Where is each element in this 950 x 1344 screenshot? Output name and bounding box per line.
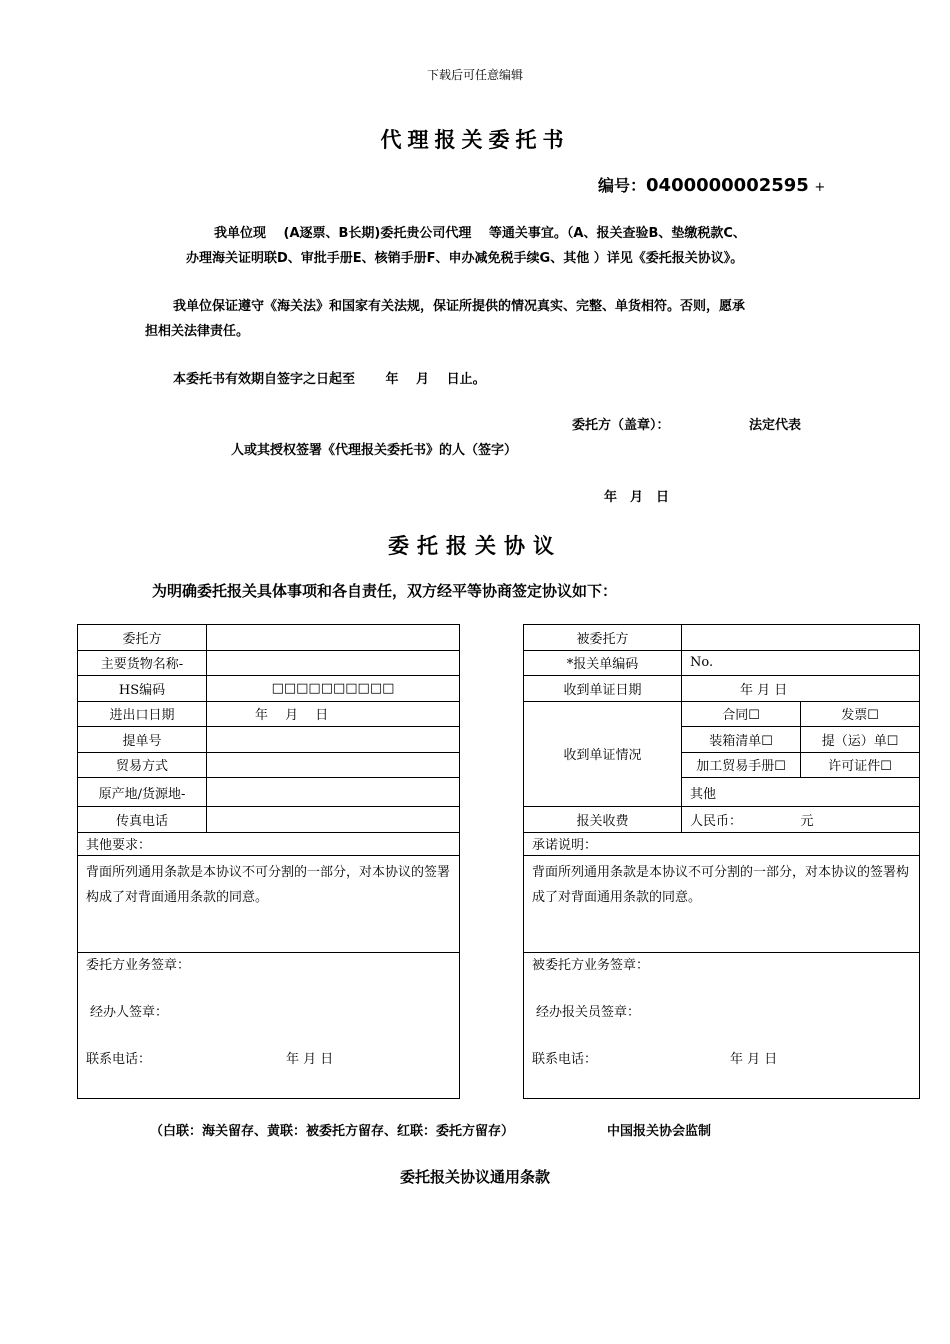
phone-label: 联系电话： bbox=[532, 1051, 598, 1067]
paragraph-1-line-2: 办理海关证明联D、审批手册E、核销手册F、申办减免税手续G、其他 ）详见《委托报关协议》。 bbox=[186, 251, 744, 266]
table-row bbox=[524, 701, 920, 727]
table-row bbox=[78, 807, 460, 833]
serial-label: 编号： bbox=[598, 176, 647, 195]
field-value[interactable] bbox=[207, 625, 460, 651]
field-value[interactable]: No. bbox=[682, 650, 920, 676]
broker-seal-label: 经办报关员签章： bbox=[536, 1004, 641, 1020]
table-row bbox=[78, 676, 460, 702]
field-value[interactable] bbox=[207, 752, 460, 778]
agreement-title: 委托报关协议 bbox=[388, 534, 562, 558]
agent-table bbox=[523, 624, 920, 1099]
fee-value[interactable]: 人民币： 元 bbox=[682, 807, 920, 833]
table-row bbox=[78, 727, 460, 753]
table-row bbox=[78, 855, 460, 952]
promise-label: 承诺说明： bbox=[524, 832, 920, 855]
hs-code-boxes[interactable]: □□□□□□□□□□ bbox=[207, 676, 460, 702]
doc-other[interactable]: 其他 bbox=[682, 778, 920, 807]
copies-note: （白联：海关留存、黄联：被委托方留存、红联：委托方留存） bbox=[150, 1124, 515, 1139]
field-label: HS编码 bbox=[78, 676, 207, 702]
field-value[interactable]: 年 月 日 bbox=[682, 676, 920, 702]
table-row bbox=[78, 625, 460, 651]
terms-text: 背面所列通用条款是本协议不可分割的一部分，对本协议的签署构成了对背面通用条款的同意。 bbox=[524, 855, 920, 952]
doc-contract-checkbox[interactable]: 合同☐ bbox=[682, 701, 801, 727]
table-row bbox=[524, 855, 920, 952]
table-row bbox=[78, 778, 460, 807]
field-value[interactable] bbox=[207, 727, 460, 753]
business-seal-label: 被委托方业务签章： bbox=[532, 957, 650, 973]
handler-seal-label: 经办人签章： bbox=[90, 1004, 169, 1020]
agreement-intro: 为明确委托报关具体事项和各自责任，双方经平等协商签定协议如下： bbox=[152, 582, 618, 600]
business-seal-label: 委托方业务签章： bbox=[86, 957, 191, 973]
table-row bbox=[78, 952, 460, 1098]
table-row bbox=[78, 832, 460, 855]
table-row bbox=[524, 676, 920, 702]
field-label: 委托方 bbox=[78, 625, 207, 651]
field-value[interactable] bbox=[207, 778, 460, 807]
field-label: 收到单证日期 bbox=[524, 676, 682, 702]
entrustor-seal-label: 委托方（盖章）： bbox=[572, 418, 670, 433]
table-row bbox=[78, 701, 460, 727]
table-row bbox=[524, 625, 920, 651]
paragraph-3: 本委托书有效期自签字之日起至 年 月 日止。 bbox=[173, 372, 486, 387]
doc-invoice-checkbox[interactable]: 发票☐ bbox=[801, 701, 920, 727]
legal-rep-label: 法定代表 bbox=[749, 418, 802, 433]
supervision-note: 中国报关协会监制 bbox=[607, 1124, 712, 1139]
table-row bbox=[524, 807, 920, 833]
field-label: 贸易方式 bbox=[78, 752, 207, 778]
agent-sign-block bbox=[524, 952, 920, 1098]
serial-value: 0400000002595 bbox=[646, 175, 809, 196]
table-row bbox=[524, 832, 920, 855]
field-label: 传真电话 bbox=[78, 807, 207, 833]
table-row bbox=[78, 752, 460, 778]
table-row bbox=[524, 650, 920, 676]
paragraph-2-line-2: 担相关法律责任。 bbox=[145, 324, 250, 339]
field-label: 主要货物名称- bbox=[78, 650, 207, 676]
fee-label: 报关收费 bbox=[524, 807, 682, 833]
paragraph-2-line-1: 我单位保证遵守《海关法》和国家有关法规，保证所提供的情况真实、完整、单货相符。否则，愿承 bbox=[173, 299, 746, 314]
general-terms-title: 委托报关协议通用条款 bbox=[399, 1168, 550, 1186]
field-value[interactable] bbox=[207, 650, 460, 676]
field-label: *报关单编码 bbox=[524, 650, 682, 676]
other-requirements-label: 其他要求： bbox=[78, 832, 460, 855]
entrustor-table bbox=[77, 624, 460, 1099]
phone-label: 联系电话： bbox=[86, 1051, 152, 1067]
phone-row bbox=[532, 1051, 911, 1098]
sign-date-right: 年 月 日 bbox=[730, 1051, 778, 1067]
sign-date-left: 年 月 日 bbox=[286, 1051, 334, 1067]
doc-packing-list-checkbox[interactable]: 装箱清单☐ bbox=[682, 727, 801, 753]
table-row bbox=[78, 650, 460, 676]
download-note: 下载后可任意编辑 bbox=[426, 68, 523, 82]
sign-date: 年 月 日 bbox=[604, 490, 670, 505]
field-label: 被委托方 bbox=[524, 625, 682, 651]
serial-mark: + bbox=[814, 180, 826, 195]
doc-license-checkbox[interactable]: 许可证件☐ bbox=[801, 752, 920, 778]
terms-text: 背面所列通用条款是本协议不可分割的一部分，对本协议的签署构成了对背面通用条款的同意。 bbox=[78, 855, 460, 952]
signatory-label: 人或其授权签署《代理报关委托书》的人（签字） bbox=[231, 443, 518, 458]
field-value[interactable]: 年 月 日 bbox=[207, 701, 460, 727]
field-value[interactable] bbox=[207, 807, 460, 833]
doc-processing-manual-checkbox[interactable]: 加工贸易手册☐ bbox=[682, 752, 801, 778]
phone-row bbox=[86, 1051, 451, 1098]
paragraph-1-line-1: 我单位现 (A逐票、B长期)委托贵公司代理 等通关事宜。（A、报关查验B、垫缴税款C、 bbox=[214, 226, 746, 241]
field-label: 进出口日期 bbox=[78, 701, 207, 727]
docs-received-label: 收到单证情况 bbox=[524, 701, 682, 807]
field-value[interactable] bbox=[682, 625, 920, 651]
table-row bbox=[524, 952, 920, 1098]
doc-bill-of-lading-checkbox[interactable]: 提（运）单☐ bbox=[801, 727, 920, 753]
field-label: 提单号 bbox=[78, 727, 207, 753]
page-title: 代理报关委托书 bbox=[380, 128, 570, 152]
entrustor-sign-block bbox=[78, 952, 460, 1098]
field-label: 原产地/货源地- bbox=[78, 778, 207, 807]
serial-number bbox=[598, 173, 825, 196]
